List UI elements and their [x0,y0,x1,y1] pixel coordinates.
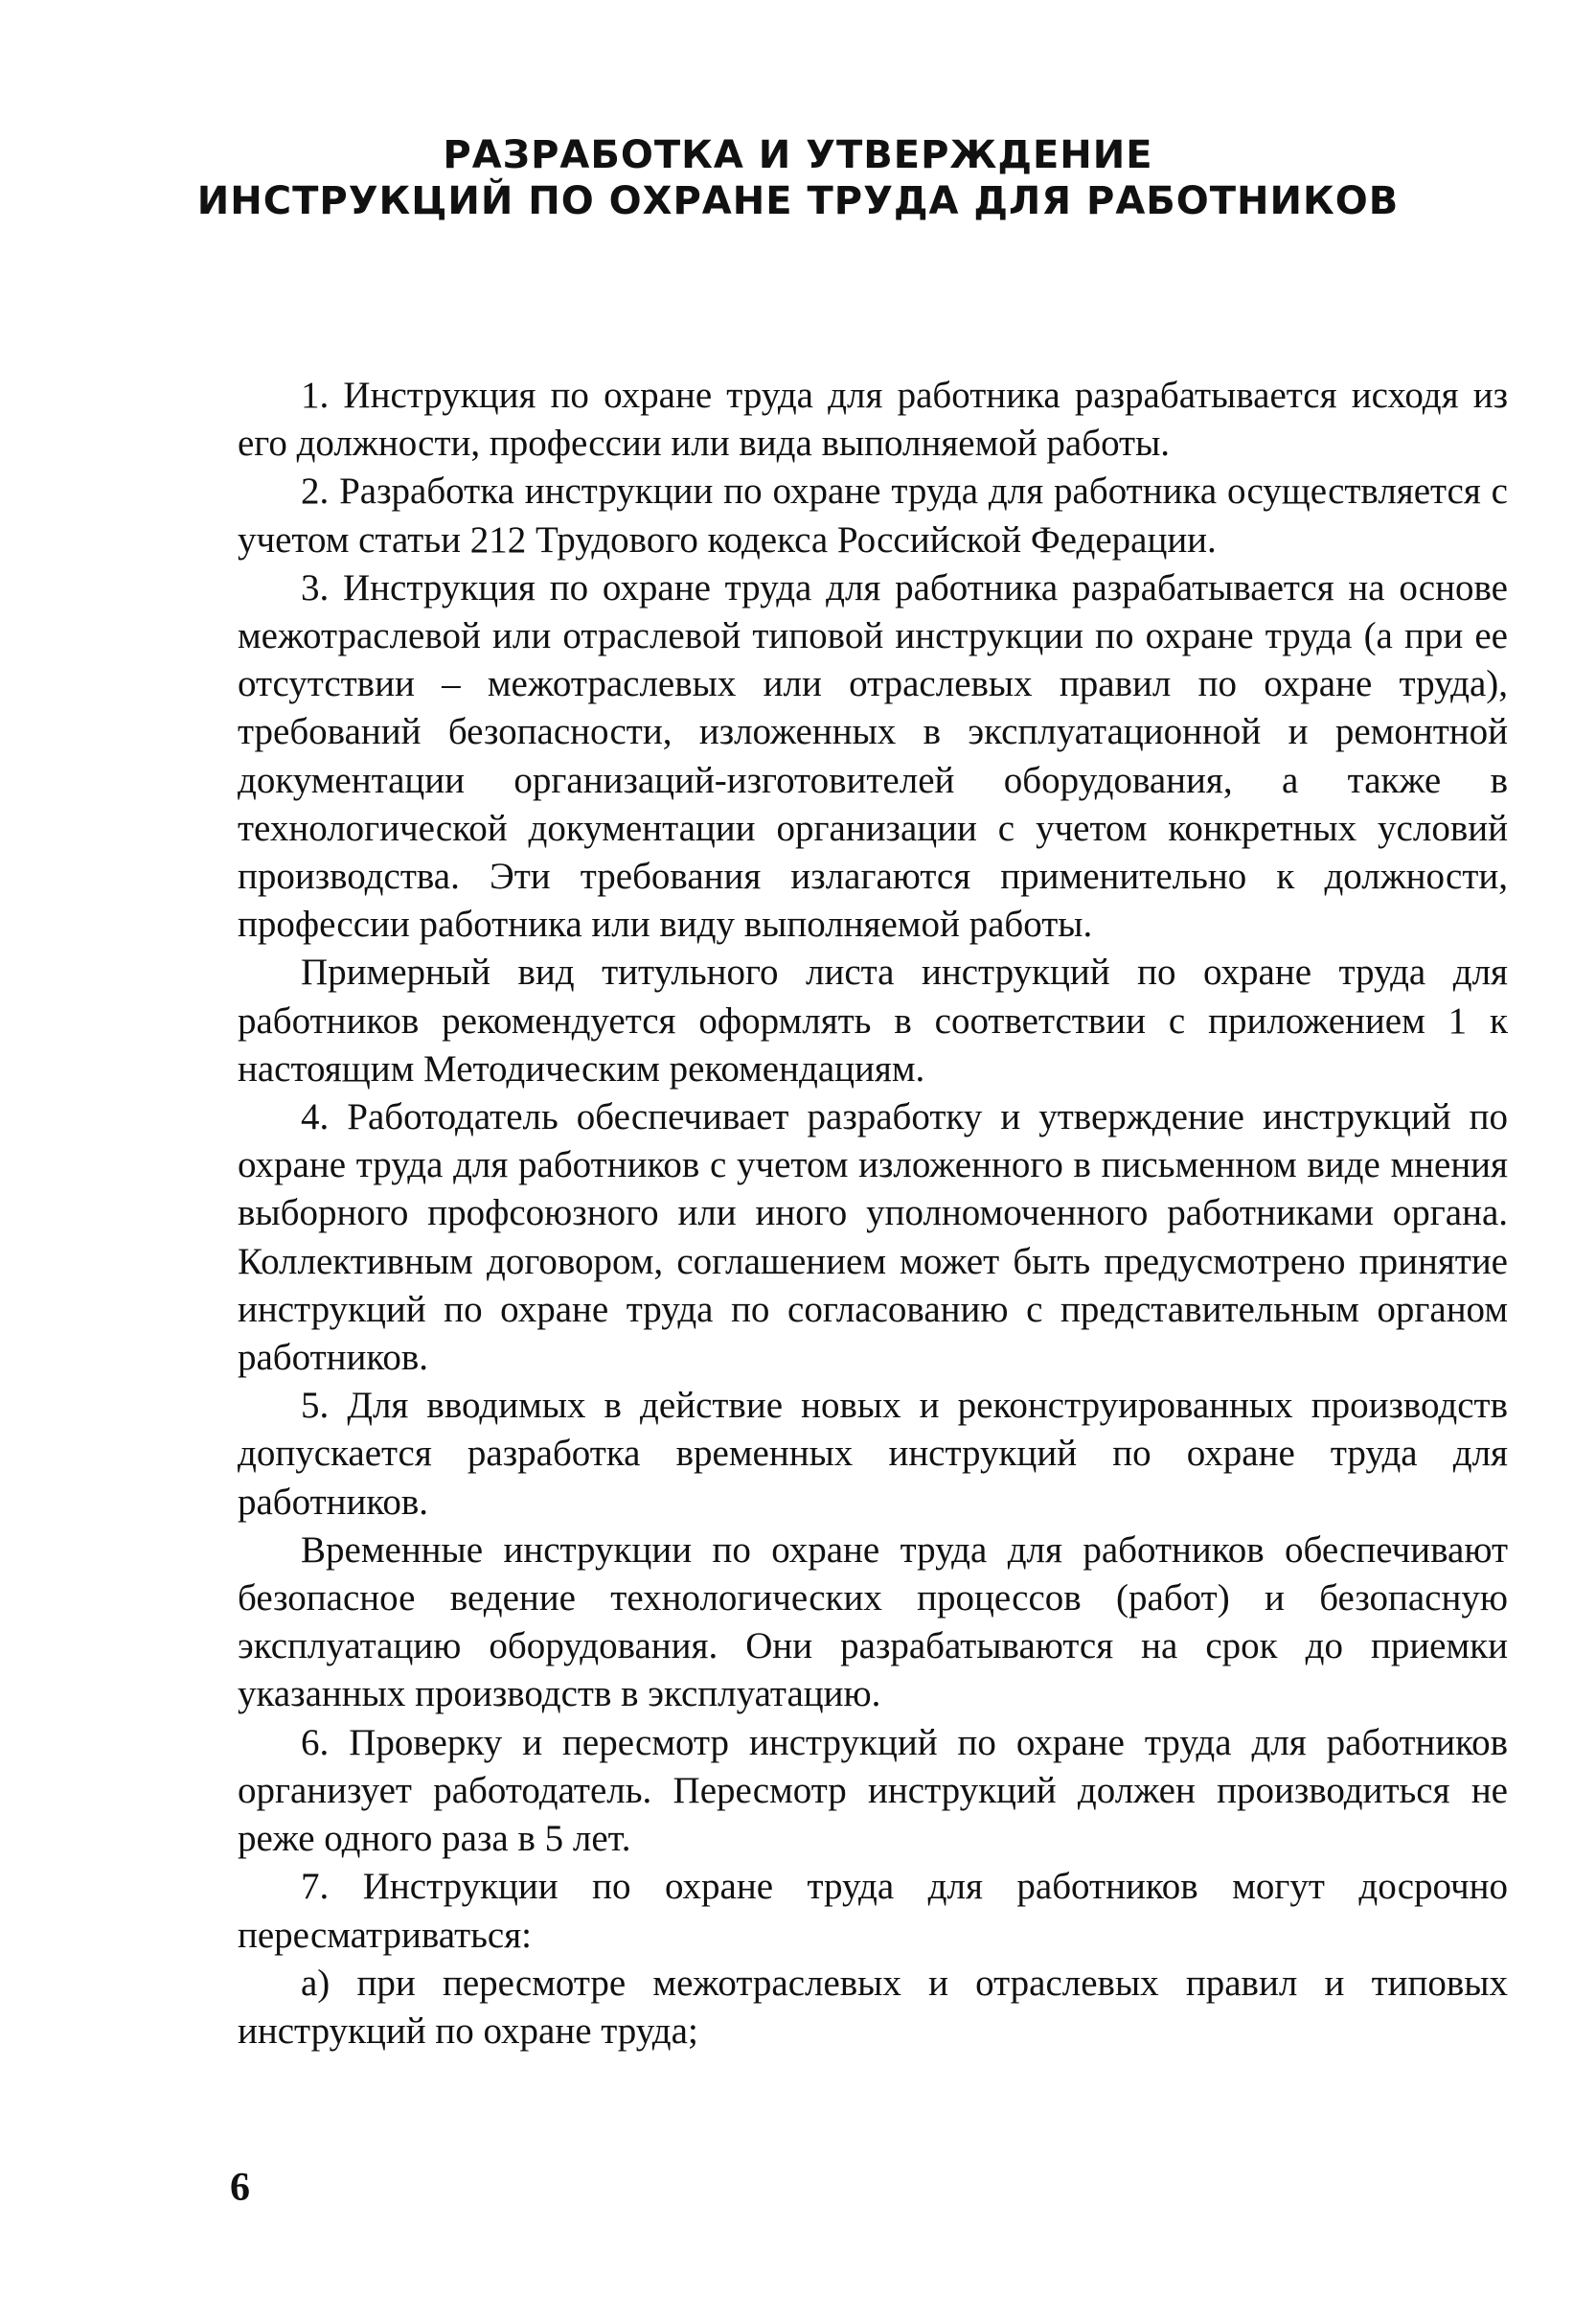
page-number: 6 [230,2166,250,2210]
paragraph-item-5: 5. Для вводимых в действие новых и реконструированных производств допускается разработка временных инструкций по охране труда для работников. [238,1385,1508,1523]
paragraph-subitem-a: а) при пересмотре межотраслевых и отраслевых правил и типовых инструкций по охране труда; [238,1962,1508,2052]
title-line-2: ИНСТРУКЦИЙ ПО ОХРАНЕ ТРУДА ДЛЯ РАБОТНИКОВ [196,179,1400,223]
paragraph-temporary-instructions: Временные инструкции по охране труда для работников обеспечивают безопасное ведение технологических процессов (работ) и безопасную эксплуатацию оборудования. Они разрабатываются на срок до приемки указанных производств в эксплуатацию. [238,1528,1508,1715]
paragraph-item-2: 2. Разработка инструкции по охране труда для работника осуществляется с учетом статьи 212 Трудового кодекса Российской Федерации. [238,471,1508,561]
paragraph-item-1: 1. Инструкция по охране труда для работника разрабатывается исходя из его должности, профессии или вида выполняемой работы. [238,375,1508,465]
paragraph-item-4: 4. Работодатель обеспечивает разработку и утверждение инструкций по охране труда для работников с учетом изложенного в письменном виде мнения выборного профсоюзного или иного уполномоченного работниками органа. Коллективным договором, соглашением может быть предусмотрено принятие инструкций по охране труда по согласованию с представительным органом работников. [238,1096,1508,1379]
paragraph-item-6: 6. Проверку и пересмотр инструкций по охране труда для работников организует работодатель. Пересмотр инструкций должен производиться не реже одного раза в 5 лет. [238,1721,1508,1860]
title-line-1: РАЗРАБОТКА И УТВЕРЖДЕНИЕ [443,133,1153,177]
section-title [192,132,1404,224]
paragraph-item-7: 7. Инструкции по охране труда для работников могут досрочно пересматриваться: [238,1866,1508,1956]
body-text [238,372,1508,2056]
paragraph-item-3: 3. Инструкция по охране труда для работника разрабатывается на основе межотраслевой или отраслевой типовой инструкции по охране труда (а при ее отсутствии – межотраслевых или отраслевых правил по охране труда), требований безопасности, изложенных в эксплуатационной и ремонтной документации организаций-изготовителей оборудования, а также в технологической документации организации с учетом конкретных условий производства. Эти требования излагаются применительно к должности, профессии работника или виду выполняемой работы. [238,566,1508,946]
paragraph-title-page-note: Примерный вид титульного листа инструкций по охране труда для работников рекомендуется оформлять в соответствии с приложением 1 к настоящим Методическим рекомендациям. [238,952,1508,1090]
